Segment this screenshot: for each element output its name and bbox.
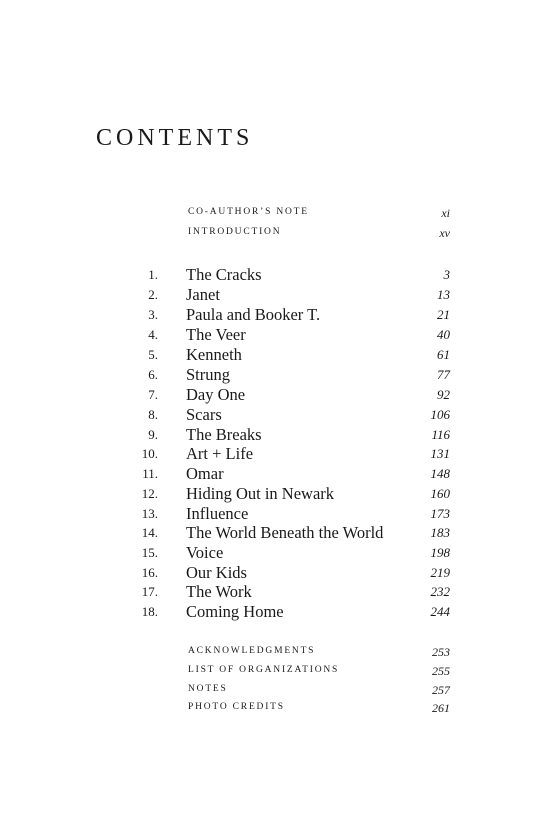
chapter-item[interactable] — [130, 563, 450, 583]
page-number: 183 — [430, 525, 450, 540]
chapter-title: Hiding Out in Newark — [186, 484, 335, 503]
back-matter-item[interactable] — [188, 702, 450, 716]
entry-label: NOTES — [188, 684, 228, 694]
page-number: 160 — [430, 486, 450, 501]
page-number: 255 — [432, 664, 450, 678]
chapter-number: 16. — [141, 565, 158, 580]
front-matter-item[interactable] — [188, 227, 450, 241]
back-matter-item[interactable] — [188, 665, 450, 679]
chapter-number: 2. — [148, 287, 158, 302]
chapter-title: Janet — [186, 285, 220, 304]
chapter-title: Paula and Booker T. — [186, 305, 321, 324]
page-number: 116 — [431, 427, 450, 442]
chapter-item[interactable] — [130, 385, 450, 405]
page-number: 131 — [430, 446, 450, 461]
chapter-number: 5. — [148, 347, 158, 362]
chapter-title: Art + Life — [186, 444, 254, 463]
chapter-number: 3. — [148, 307, 158, 322]
chapter-number: 9. — [148, 427, 158, 442]
page-number: 3 — [443, 267, 450, 282]
chapter-title: Scars — [186, 405, 222, 424]
chapter-item[interactable] — [130, 345, 450, 365]
page-number: 13 — [437, 287, 450, 302]
chapter-title: Influence — [186, 504, 249, 523]
page-number: 77 — [437, 367, 450, 382]
chapter-title: The Breaks — [186, 425, 262, 444]
front-matter-item[interactable] — [188, 207, 450, 221]
chapter-item[interactable] — [130, 305, 450, 325]
chapter-title: The World Beneath the World — [186, 523, 384, 542]
chapter-number: 15. — [141, 545, 158, 560]
chapter-item[interactable] — [130, 444, 450, 464]
chapter-title: The Work — [186, 582, 252, 601]
page-title: CONTENTS — [96, 125, 254, 151]
page-number: xi — [441, 206, 450, 220]
chapter-number: 12. — [141, 486, 158, 501]
chapter-title: The Veer — [186, 325, 246, 344]
chapter-title: Day One — [186, 385, 246, 404]
chapter-title: Kenneth — [186, 345, 242, 364]
chapter-item[interactable] — [130, 365, 450, 385]
chapter-item[interactable] — [130, 484, 450, 504]
chapter-number: 7. — [148, 387, 158, 402]
page-number: 148 — [430, 466, 450, 481]
chapter-title: Coming Home — [186, 602, 284, 621]
chapter-title: The Cracks — [186, 265, 262, 284]
page-number: 253 — [432, 645, 450, 659]
chapter-number: 1. — [148, 267, 158, 282]
chapter-title: Our Kids — [186, 563, 247, 582]
page-number: xv — [439, 226, 450, 240]
page-number: 232 — [430, 584, 450, 599]
chapter-number: 14. — [141, 525, 158, 540]
chapter-title: Omar — [186, 464, 224, 483]
page-number: 261 — [432, 701, 450, 715]
page-number: 198 — [430, 545, 450, 560]
entry-label: LIST OF ORGANIZATIONS — [188, 665, 340, 675]
page-number: 173 — [430, 506, 450, 521]
page-number: 40 — [437, 327, 450, 342]
chapter-number: 10. — [141, 446, 158, 461]
chapter-number: 8. — [148, 407, 158, 422]
chapter-number: 13. — [141, 506, 158, 521]
chapter-item[interactable] — [130, 285, 450, 305]
chapter-number: 4. — [148, 327, 158, 342]
chapter-item[interactable] — [130, 504, 450, 524]
chapter-item[interactable] — [130, 582, 450, 602]
chapter-item[interactable] — [130, 523, 450, 543]
chapter-item[interactable] — [130, 405, 450, 425]
page-number: 106 — [430, 407, 450, 422]
page-number: 21 — [437, 307, 450, 322]
chapter-number: 11. — [142, 466, 158, 481]
chapter-item[interactable] — [130, 425, 450, 445]
chapter-title: Strung — [186, 365, 231, 384]
page-number: 244 — [430, 604, 450, 619]
chapter-title: Voice — [186, 543, 224, 562]
entry-label: INTRODUCTION — [188, 227, 282, 237]
page-number: 61 — [437, 347, 450, 362]
chapter-item[interactable] — [130, 464, 450, 484]
page-number: 219 — [430, 565, 450, 580]
chapter-number: 18. — [141, 604, 158, 619]
page-number: 92 — [437, 387, 450, 402]
back-matter-item[interactable] — [188, 646, 450, 660]
chapter-number: 6. — [148, 367, 158, 382]
chapter-item[interactable] — [130, 325, 450, 345]
chapter-number: 17. — [141, 584, 158, 599]
chapter-item[interactable] — [130, 543, 450, 563]
page-number: 257 — [432, 683, 450, 697]
chapter-item[interactable] — [130, 265, 450, 285]
entry-label: CO-AUTHOR’S NOTE — [188, 207, 309, 217]
entry-label: ACKNOWLEDGMENTS — [188, 646, 316, 656]
chapter-item[interactable] — [130, 602, 450, 622]
back-matter-item[interactable] — [188, 684, 450, 698]
entry-label: PHOTO CREDITS — [188, 702, 285, 712]
